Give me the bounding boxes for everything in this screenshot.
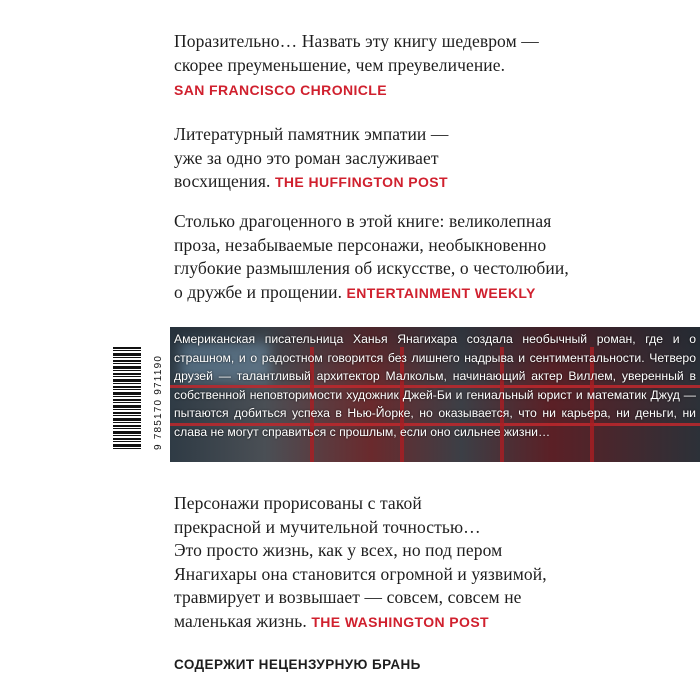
quote-line: прекрасной и мучительной точностью… [174, 516, 481, 537]
barcode-bars [113, 347, 141, 450]
quote-line: Литературный памятник эмпатии — [174, 124, 449, 144]
quote-source: THE HUFFINGTON POST [274, 174, 448, 190]
description-photo-band [170, 327, 700, 462]
quote-source: THE WASHINGTON POST [311, 613, 490, 630]
quote-line: уже за одно это роман заслуживает [174, 147, 439, 168]
quote-entertainment-weekly [174, 210, 674, 305]
book-description: Американская писательница Ханья Янагихара создала необычный роман, где и о страшном, и о радостном говорится без лишнего надрыва и сентиментальности. Четверо друзей — талантливый архитектор Малкольм, начинающий актер Виллем, уверенный в собственной неповторимости художник Джей-Би и гениальный юрист и математик Джуд — пытаются добиться успеха в Нью-Йорке, но оказывается, что ни карьера, ни деньги, ни слава не могут справиться с прошлым, если оно сильнее жизни… [174, 332, 696, 439]
quote-line: о дружбе и прощении. [174, 281, 343, 302]
isbn-barcode [113, 347, 164, 450]
quote-washington-post [174, 492, 674, 634]
quote-line: Персонажи прорисованы с такой [174, 493, 422, 513]
quote-source: SAN FRANCISCO CHRONICLE [174, 82, 387, 98]
quote-line: скорее преуменьшение, чем преувеличение. [174, 54, 506, 75]
quote-line: Столько драгоценного в этой книге: великолепная [174, 211, 552, 231]
quote-huffington-post [174, 123, 674, 195]
quote-line: Янагихары она становится огромной и уязвимой, [174, 563, 547, 584]
quote-line: глубокие размышления об искусстве, о честолюбии, [174, 258, 569, 278]
profanity-warning: СОДЕРЖИТ НЕЦЕНЗУРНУЮ БРАНЬ [174, 657, 421, 672]
quote-line: восхищения. [174, 171, 271, 191]
quote-line: маленькая жизнь. [174, 610, 307, 631]
quote-line: проза, незабываемые персонажи, необыкновенно [174, 234, 547, 255]
quote-line: Поразительно… Назвать эту книгу шедевром — [174, 31, 539, 51]
quote-san-francisco-chronicle [174, 30, 674, 103]
barcode-digits: 9 785170 971190 [153, 354, 164, 450]
quote-line: Это просто жизнь, как у всех, но под пером [174, 540, 503, 560]
quote-source: ENTERTAINMENT WEEKLY [346, 284, 536, 301]
quote-line: травмирует и возвышает — совсем, совсем не [174, 587, 522, 607]
